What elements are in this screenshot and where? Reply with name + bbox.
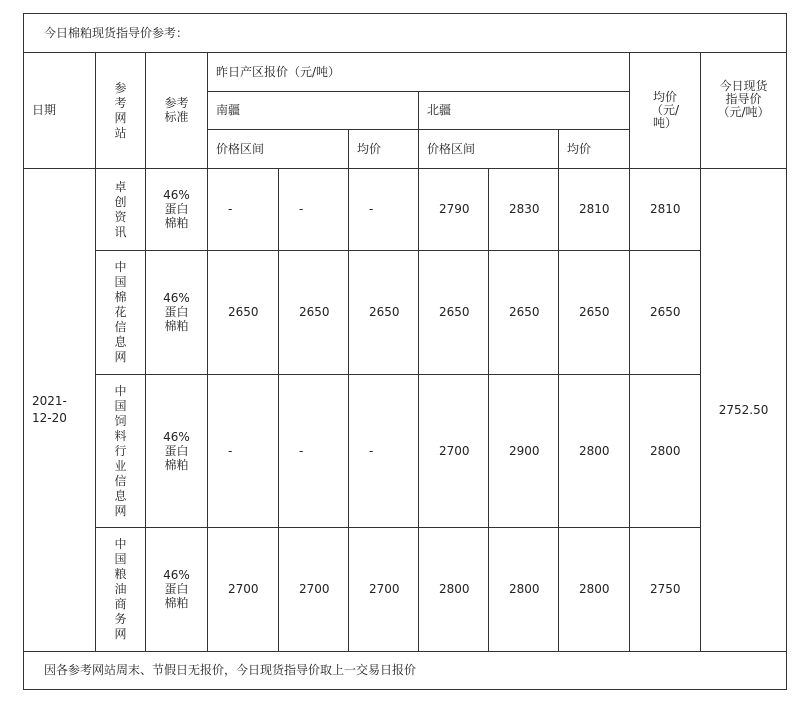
table-row bbox=[24, 528, 787, 652]
site-cell: 中国棉花信息网 bbox=[96, 251, 146, 375]
south-avg-cell: 2700 bbox=[349, 528, 419, 652]
standard-cell: 46%蛋白棉粕 bbox=[146, 169, 208, 251]
standard-cell: 46%蛋白棉粕 bbox=[146, 528, 208, 652]
header-standard: 参考标准 bbox=[146, 53, 208, 169]
north-avg-cell: 2810 bbox=[559, 169, 630, 251]
header-north: 北疆 bbox=[419, 92, 630, 130]
north-high-cell: 2830 bbox=[489, 169, 559, 251]
south-avg-cell: 2650 bbox=[349, 251, 419, 375]
site-cell: 卓创资讯 bbox=[96, 169, 146, 251]
header-south-range: 价格区间 bbox=[208, 130, 349, 169]
header-avg-price: 均价（元/吨） bbox=[630, 53, 701, 169]
standard-cell: 46%蛋白棉粕 bbox=[146, 375, 208, 528]
note-row bbox=[24, 652, 787, 690]
table-row bbox=[24, 375, 787, 528]
south-low-cell: - bbox=[208, 375, 279, 528]
south-high-cell: - bbox=[279, 375, 349, 528]
south-avg-cell: - bbox=[349, 375, 419, 528]
header-today-guide: 今日现货指导价（元/吨） bbox=[701, 53, 787, 169]
header-row-1 bbox=[24, 53, 787, 92]
north-avg-cell: 2800 bbox=[559, 528, 630, 652]
south-low-cell: 2700 bbox=[208, 528, 279, 652]
north-high-cell: 2650 bbox=[489, 251, 559, 375]
north-low-cell: 2650 bbox=[419, 251, 489, 375]
avg-cell: 2810 bbox=[630, 169, 701, 251]
north-avg-cell: 2800 bbox=[559, 375, 630, 528]
today-guide-value: 2752.50 bbox=[701, 169, 787, 652]
south-low-cell: - bbox=[208, 169, 279, 251]
avg-cell: 2750 bbox=[630, 528, 701, 652]
north-low-cell: 2700 bbox=[419, 375, 489, 528]
table-title: 今日棉粕现货指导价参考： bbox=[24, 14, 787, 53]
header-south: 南疆 bbox=[208, 92, 419, 130]
south-high-cell: 2650 bbox=[279, 251, 349, 375]
header-north-range: 价格区间 bbox=[419, 130, 559, 169]
header-site: 参考网站 bbox=[96, 53, 146, 169]
north-high-cell: 2900 bbox=[489, 375, 559, 528]
table-row bbox=[24, 251, 787, 375]
header-south-avg: 均价 bbox=[349, 130, 419, 169]
south-avg-cell: - bbox=[349, 169, 419, 251]
site-cell: 中国粮油商务网 bbox=[96, 528, 146, 652]
south-high-cell: - bbox=[279, 169, 349, 251]
date-cell: 2021-12-20 bbox=[24, 169, 96, 652]
header-yesterday-price: 昨日产区报价（元/吨） bbox=[208, 53, 630, 92]
north-low-cell: 2800 bbox=[419, 528, 489, 652]
avg-cell: 2800 bbox=[630, 375, 701, 528]
title-row bbox=[24, 14, 787, 53]
header-north-avg: 均价 bbox=[559, 130, 630, 169]
north-high-cell: 2800 bbox=[489, 528, 559, 652]
south-low-cell: 2650 bbox=[208, 251, 279, 375]
table-note: 因各参考网站周末、节假日无报价，今日现货指导价取上一交易日报价 bbox=[24, 652, 787, 690]
south-high-cell: 2700 bbox=[279, 528, 349, 652]
site-cell: 中国饲料行业信息网 bbox=[96, 375, 146, 528]
avg-cell: 2650 bbox=[630, 251, 701, 375]
table-row bbox=[24, 169, 787, 251]
price-table bbox=[23, 13, 787, 690]
header-date: 日期 bbox=[24, 53, 96, 169]
north-avg-cell: 2650 bbox=[559, 251, 630, 375]
north-low-cell: 2790 bbox=[419, 169, 489, 251]
standard-cell: 46%蛋白棉粕 bbox=[146, 251, 208, 375]
